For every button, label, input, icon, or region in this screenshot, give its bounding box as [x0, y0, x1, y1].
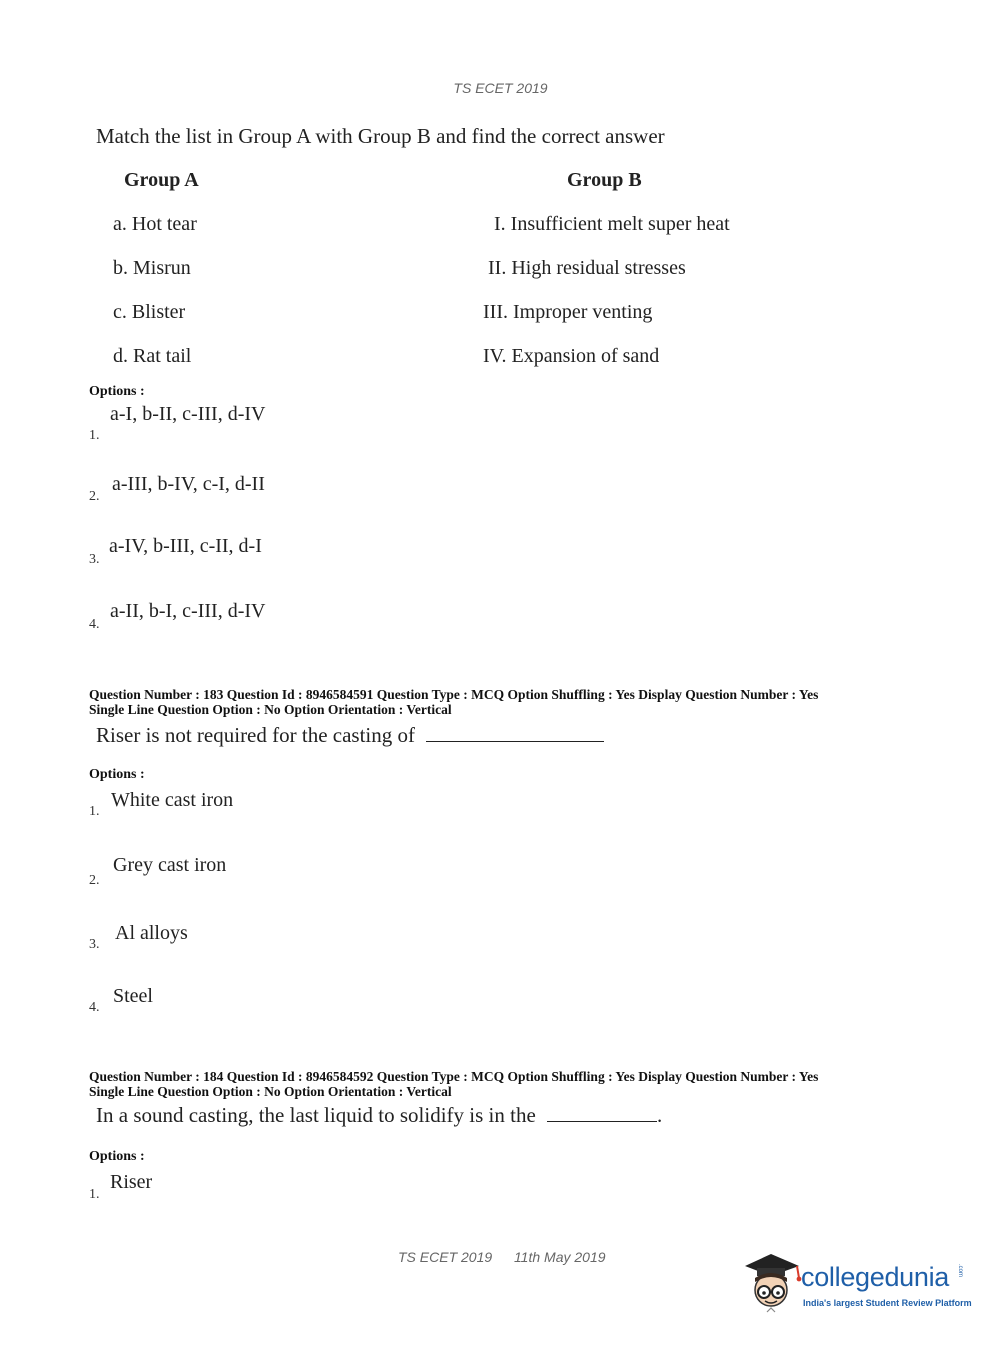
question-183-text: [96, 723, 604, 748]
options-label: Options :: [89, 767, 145, 782]
option-text: a-II, b-I, c-III, d-IV: [110, 600, 266, 622]
option-text: Riser: [110, 1171, 153, 1193]
question-184-text: [96, 1103, 662, 1128]
question-text: In a sound casting, the last liquid to solidify is in the: [96, 1103, 536, 1127]
logo-wordmark: collegedunia: [801, 1262, 950, 1292]
group-b-item: IV. Expansion of sand: [483, 345, 660, 367]
option-number: 4.: [89, 1000, 100, 1015]
option-number: 3.: [89, 552, 100, 567]
page-footer: [398, 1249, 606, 1265]
option-number: 1.: [89, 428, 100, 443]
question-meta-line: Question Number : 184 Question Id : 8946584592 Question Type : MCQ Option Shuffling : Yes Display Question Number : Yes: [89, 1069, 819, 1084]
group-a-title: Group A: [124, 169, 199, 191]
answer-blank: [547, 1105, 657, 1122]
option-text: Steel: [113, 985, 153, 1007]
option-number: 3.: [89, 937, 100, 952]
options-label: Options :: [89, 384, 145, 399]
option-text: Al alloys: [115, 922, 188, 944]
option-number: 2.: [89, 489, 100, 504]
option-number: 4.: [89, 617, 100, 632]
question-meta-line: Question Number : 183 Question Id : 8946584591 Question Type : MCQ Option Shuffling : Yes Display Question Number : Yes: [89, 687, 819, 702]
question-184-meta: [89, 1069, 818, 1099]
question-183-meta: [89, 687, 818, 717]
question-meta-line: Single Line Question Option : No Option Orientation : Vertical: [89, 1084, 452, 1099]
group-a-item: d. Rat tail: [113, 345, 192, 367]
group-b-item: III. Improper venting: [483, 301, 653, 323]
option-text: White cast iron: [111, 789, 234, 811]
question-text: Riser is not required for the casting of: [96, 723, 415, 747]
option-number: 1.: [89, 804, 100, 819]
group-b-title: Group B: [567, 169, 642, 191]
group-a-item: b. Misrun: [113, 257, 191, 279]
options-label: Options :: [89, 1149, 145, 1164]
answer-blank: [426, 725, 604, 742]
option-text: a-III, b-IV, c-I, d-II: [112, 473, 265, 495]
page-header: TS ECET 2019: [453, 80, 548, 96]
group-b-item: II. High residual stresses: [488, 257, 686, 279]
question-text-end: .: [657, 1103, 663, 1127]
logo-tagline: India's largest Student Review Platform: [803, 1298, 972, 1308]
group-a-item: a. Hot tear: [113, 213, 197, 235]
option-number: 2.: [89, 873, 100, 888]
option-text: Grey cast iron: [113, 854, 227, 876]
group-b-item: I. Insufficient melt super heat: [494, 213, 730, 235]
option-text: a-IV, b-III, c-II, d-I: [109, 535, 262, 557]
logo-tld: .com: [957, 1264, 963, 1278]
question-meta-line: Single Line Question Option : No Option Orientation : Vertical: [89, 702, 452, 717]
question-182-text: Match the list in Group A with Group B and find the correct answer: [96, 124, 665, 148]
group-a-item: c. Blister: [113, 301, 186, 323]
collegedunia-logo: [741, 1248, 971, 1318]
mascot-graduation-cap-icon: [741, 1248, 803, 1318]
footer-date: 11th May 2019: [513, 1249, 606, 1265]
option-number: 1.: [89, 1187, 100, 1202]
footer-exam: TS ECET 2019: [398, 1249, 493, 1265]
option-text: a-I, b-II, c-III, d-IV: [110, 403, 266, 425]
